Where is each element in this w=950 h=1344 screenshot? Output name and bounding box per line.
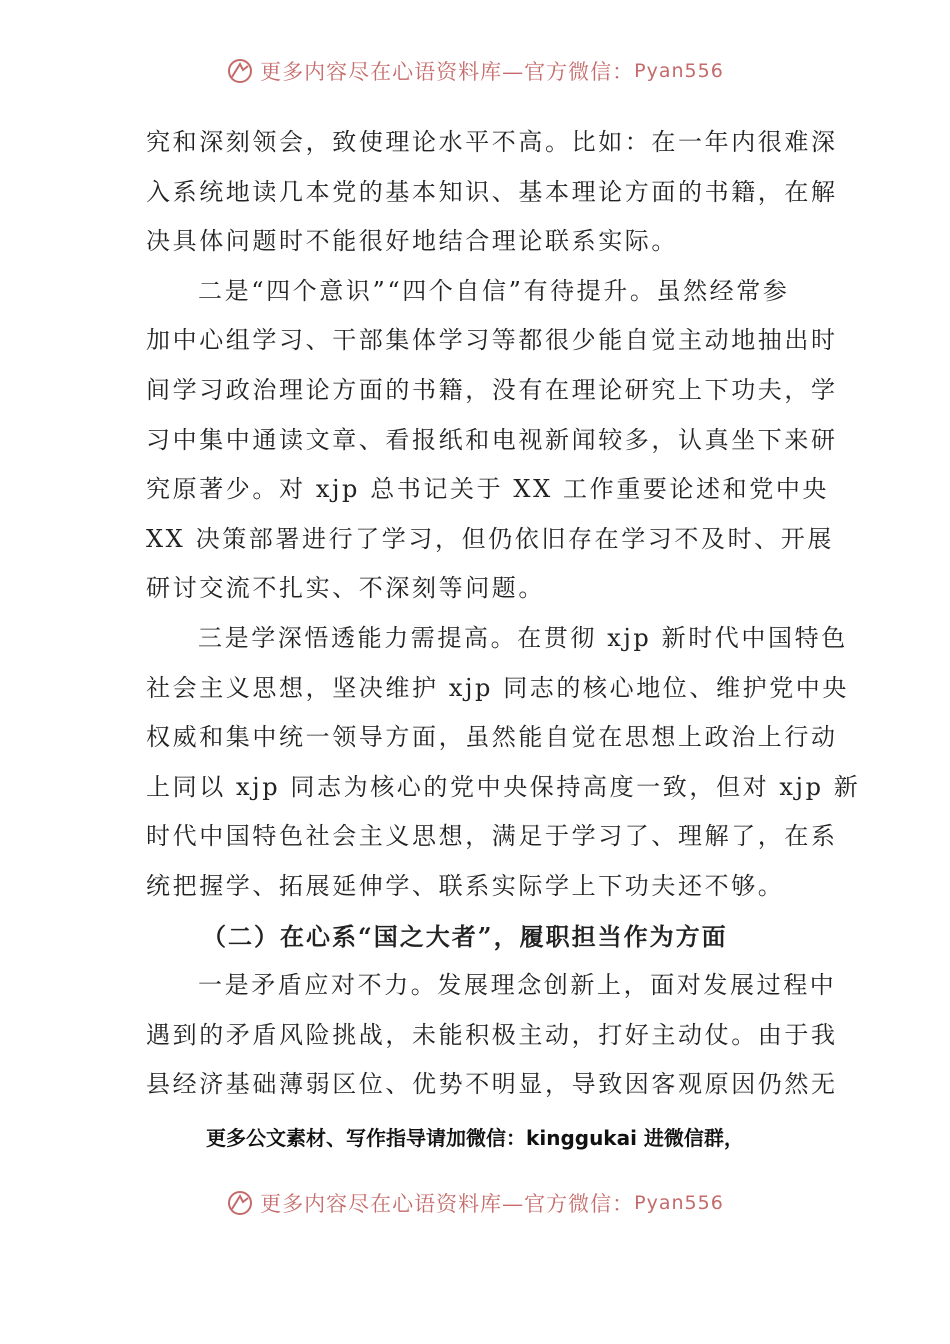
watermark-id: Pyan556 [634, 1192, 724, 1214]
logo-icon [226, 1189, 254, 1217]
text-line: 统把握学、拓展延伸学、联系实际学上下功夫还不够。 [146, 871, 785, 900]
watermark-text: 更多内容尽在心语资料库—官方微信： [260, 1192, 635, 1216]
text-line: 一是矛盾应对不力。发展理念创新上，面对发展过程中 [198, 971, 837, 1000]
text-line: 县经济基础薄弱区位、优势不明显，导致因客观原因仍然无 [146, 1070, 838, 1099]
text-line: 决具体问题时不能很好地结合理论联系实际。 [146, 227, 678, 256]
text-line: 遇到的矛盾风险挑战，未能积极主动，打好主动仗。由于我 [146, 1020, 838, 1049]
text-line: 究原著少。对 xjp 总书记关于 XX 工作重要论述和党中央 [146, 475, 830, 504]
document-body [146, 118, 861, 1110]
text-line: 三是学深悟透能力需提高。在贯彻 xjp 新时代中国特色 [198, 623, 848, 652]
watermark-text: 更多内容尽在心语资料库—官方微信： [260, 60, 635, 84]
text-line: 入系统地读几本党的基本知识、基本理论方面的书籍，在解 [146, 177, 838, 206]
text-line: XX 决策部署进行了学习，但仍依旧存在学习不及时、开展 [146, 524, 834, 553]
text-line: 上同以 xjp 同志为核心的党中央保持高度一致，但对 xjp 新 [146, 772, 861, 801]
text-line: 研讨交流不扎实、不深刻等问题。 [146, 574, 545, 603]
watermark-footer [0, 1188, 950, 1218]
text-line: 加中心组学习、干部集体学习等都很少能自觉主动地抽出时 [146, 326, 838, 355]
text-line: 究和深刻领会，致使理论水平不高。比如：在一年内很难深 [146, 128, 838, 156]
watermark-header [0, 56, 950, 86]
watermark-id: Pyan556 [634, 60, 724, 82]
text-line: 二是“四个意识”“四个自信”有待提升。虽然经常参 [198, 276, 790, 305]
text-line: 间学习政治理论方面的书籍，没有在理论研究上下功夫，学 [146, 375, 838, 404]
logo-icon [226, 57, 254, 85]
section-heading: （二）在心系“国之大者”，履职担当作为方面 [202, 921, 728, 951]
promo-text: 更多公文素材、写作指导请加微信：kinggukai 进微信群， [206, 1126, 744, 1150]
text-line: 习中集中通读文章、看报纸和电视新闻较多，认真坐下来研 [146, 425, 838, 454]
text-line: 权威和集中统一领导方面，虽然能自觉在思想上政治上行动 [146, 723, 838, 752]
text-line: 时代中国特色社会主义思想，满足于学习了、理解了，在系 [146, 822, 838, 851]
text-line: 社会主义思想，坚决维护 xjp 同志的核心地位、维护党中央 [146, 673, 849, 702]
